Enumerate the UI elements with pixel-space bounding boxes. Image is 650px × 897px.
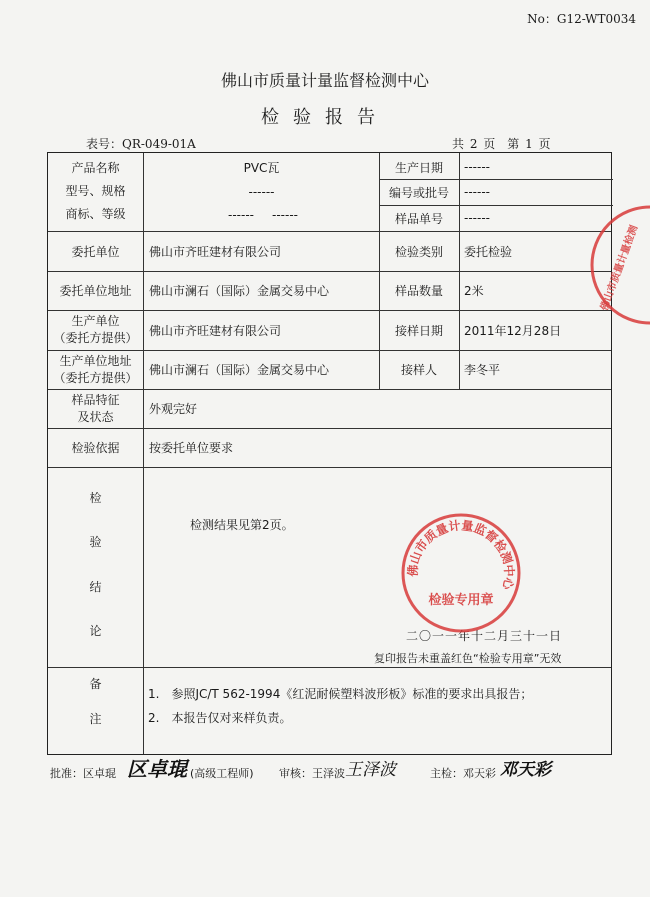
producer-address-label-line1: 生产单位地址: [59, 353, 132, 368]
inspection-type-value: 委托检验: [464, 244, 513, 259]
remarks-label-char: 注: [89, 712, 102, 726]
row-divider: [379, 179, 613, 180]
inspection-type-label: 检验类别: [394, 244, 443, 259]
conclusion-label-char: 论: [89, 623, 102, 638]
producer-address-value: 佛山市澜石（国际）金属交易中心: [149, 363, 330, 377]
model-label: 型号、规格: [65, 184, 126, 198]
document-number: No：G12-WT0034: [527, 12, 636, 26]
conclusion-label-char: 检: [89, 491, 102, 505]
receive-date-value: 2011年12月28日: [464, 323, 562, 338]
sample-quantity-value: 2米: [464, 284, 484, 298]
producer-label: [48, 310, 143, 350]
row-divider: [379, 205, 613, 206]
producer-address-label: [48, 350, 143, 389]
sample-no-value: ------: [464, 211, 490, 225]
conclusion-label: [48, 489, 143, 639]
reprint-note: 复印报告未重盖红色“检验专用章”无效: [374, 652, 562, 665]
receiver-value: 李冬平: [464, 363, 501, 377]
seal-center-text: 检验专用章: [428, 593, 494, 608]
product-name-value: PVC瓦: [243, 161, 280, 175]
inspector-label: 主检：邓天彩: [430, 767, 496, 780]
conclusion-label-char: 结: [89, 579, 102, 594]
seal-org-text: 佛山市质量计量监督检测中心: [405, 518, 517, 591]
sample-quantity-label: 样品数量: [394, 284, 443, 298]
approver-signature: 区卓琨: [127, 757, 187, 781]
basis-label: 检验依据: [71, 441, 120, 455]
producer-value: 佛山市齐旺建材有限公司: [149, 323, 282, 338]
sample-feature-label: [48, 389, 143, 428]
basis-value: 按委托单位要求: [149, 441, 234, 455]
production-date-value: ------: [464, 160, 490, 174]
remarks-label-char: 备: [89, 677, 102, 691]
product-name-label: 产品名称: [71, 161, 120, 175]
reviewer-label: 审核：王泽波: [279, 767, 345, 780]
producer-label-line1: 生产单位: [71, 314, 120, 328]
remarks-label: [48, 675, 143, 727]
row-divider: [48, 467, 611, 468]
serial-value: ------: [464, 185, 490, 199]
conclusion-date: 二〇一一年十二月三十一日: [406, 629, 563, 643]
form-number: 表号：QR-049-01A: [86, 137, 196, 151]
client-value: 佛山市齐旺建材有限公司: [149, 244, 282, 259]
receiver-label: 接样人: [400, 363, 437, 377]
model-value: ------: [248, 184, 275, 199]
report-table: [47, 152, 612, 755]
client-label: 委托单位: [71, 244, 120, 259]
sample-feature-label-line2: 及状态: [77, 409, 114, 424]
client-address-label: 委托单位地址: [59, 284, 132, 298]
production-date-label: 生产日期: [394, 160, 443, 175]
conclusion-label-char: 验: [89, 535, 102, 550]
inspector-signature: 邓天彩: [500, 760, 551, 780]
brand-label: 商标、等级: [65, 207, 126, 221]
inspection-seal: [396, 508, 526, 638]
seam-stamp-text: 佛山市质量计量检测: [599, 223, 641, 313]
producer-address-label-line2: （委托方提供）: [53, 370, 138, 385]
client-address-value: 佛山市澜石（国际）金属交易中心: [149, 284, 330, 298]
row-divider: [48, 667, 611, 668]
seam-stamp: [590, 205, 650, 325]
serial-label: 编号或批号: [388, 185, 449, 200]
sample-no-label: 样品单号: [394, 211, 443, 226]
remark-1: 1. 参照JC/T 562-1994《红泥耐候塑料波形板》标准的要求出具报告；: [148, 687, 533, 701]
conclusion-text: 检测结果见第2页。: [190, 518, 294, 532]
producer-label-line2: （委托方提供）: [53, 331, 138, 345]
page-info: 共 2 页 第 1 页: [452, 137, 551, 151]
approver-title: (高级工程师): [190, 767, 254, 780]
remark-2: 2. 本报告仅对来样负责。: [148, 711, 292, 725]
organization-name: 佛山市质量计量监督检测中心: [220, 71, 429, 90]
sample-feature-value: 外观完好: [149, 402, 198, 416]
receive-date-label: 接样日期: [394, 323, 443, 338]
report-title: 检验报告: [261, 107, 389, 128]
reviewer-signature: 王泽波: [345, 760, 396, 780]
brand-value-a: ------: [228, 207, 254, 222]
brand-value-b: ------: [272, 207, 298, 222]
approver-label: 批准：区卓琨: [50, 767, 116, 780]
sample-feature-label-line1: 样品特征: [71, 392, 120, 407]
